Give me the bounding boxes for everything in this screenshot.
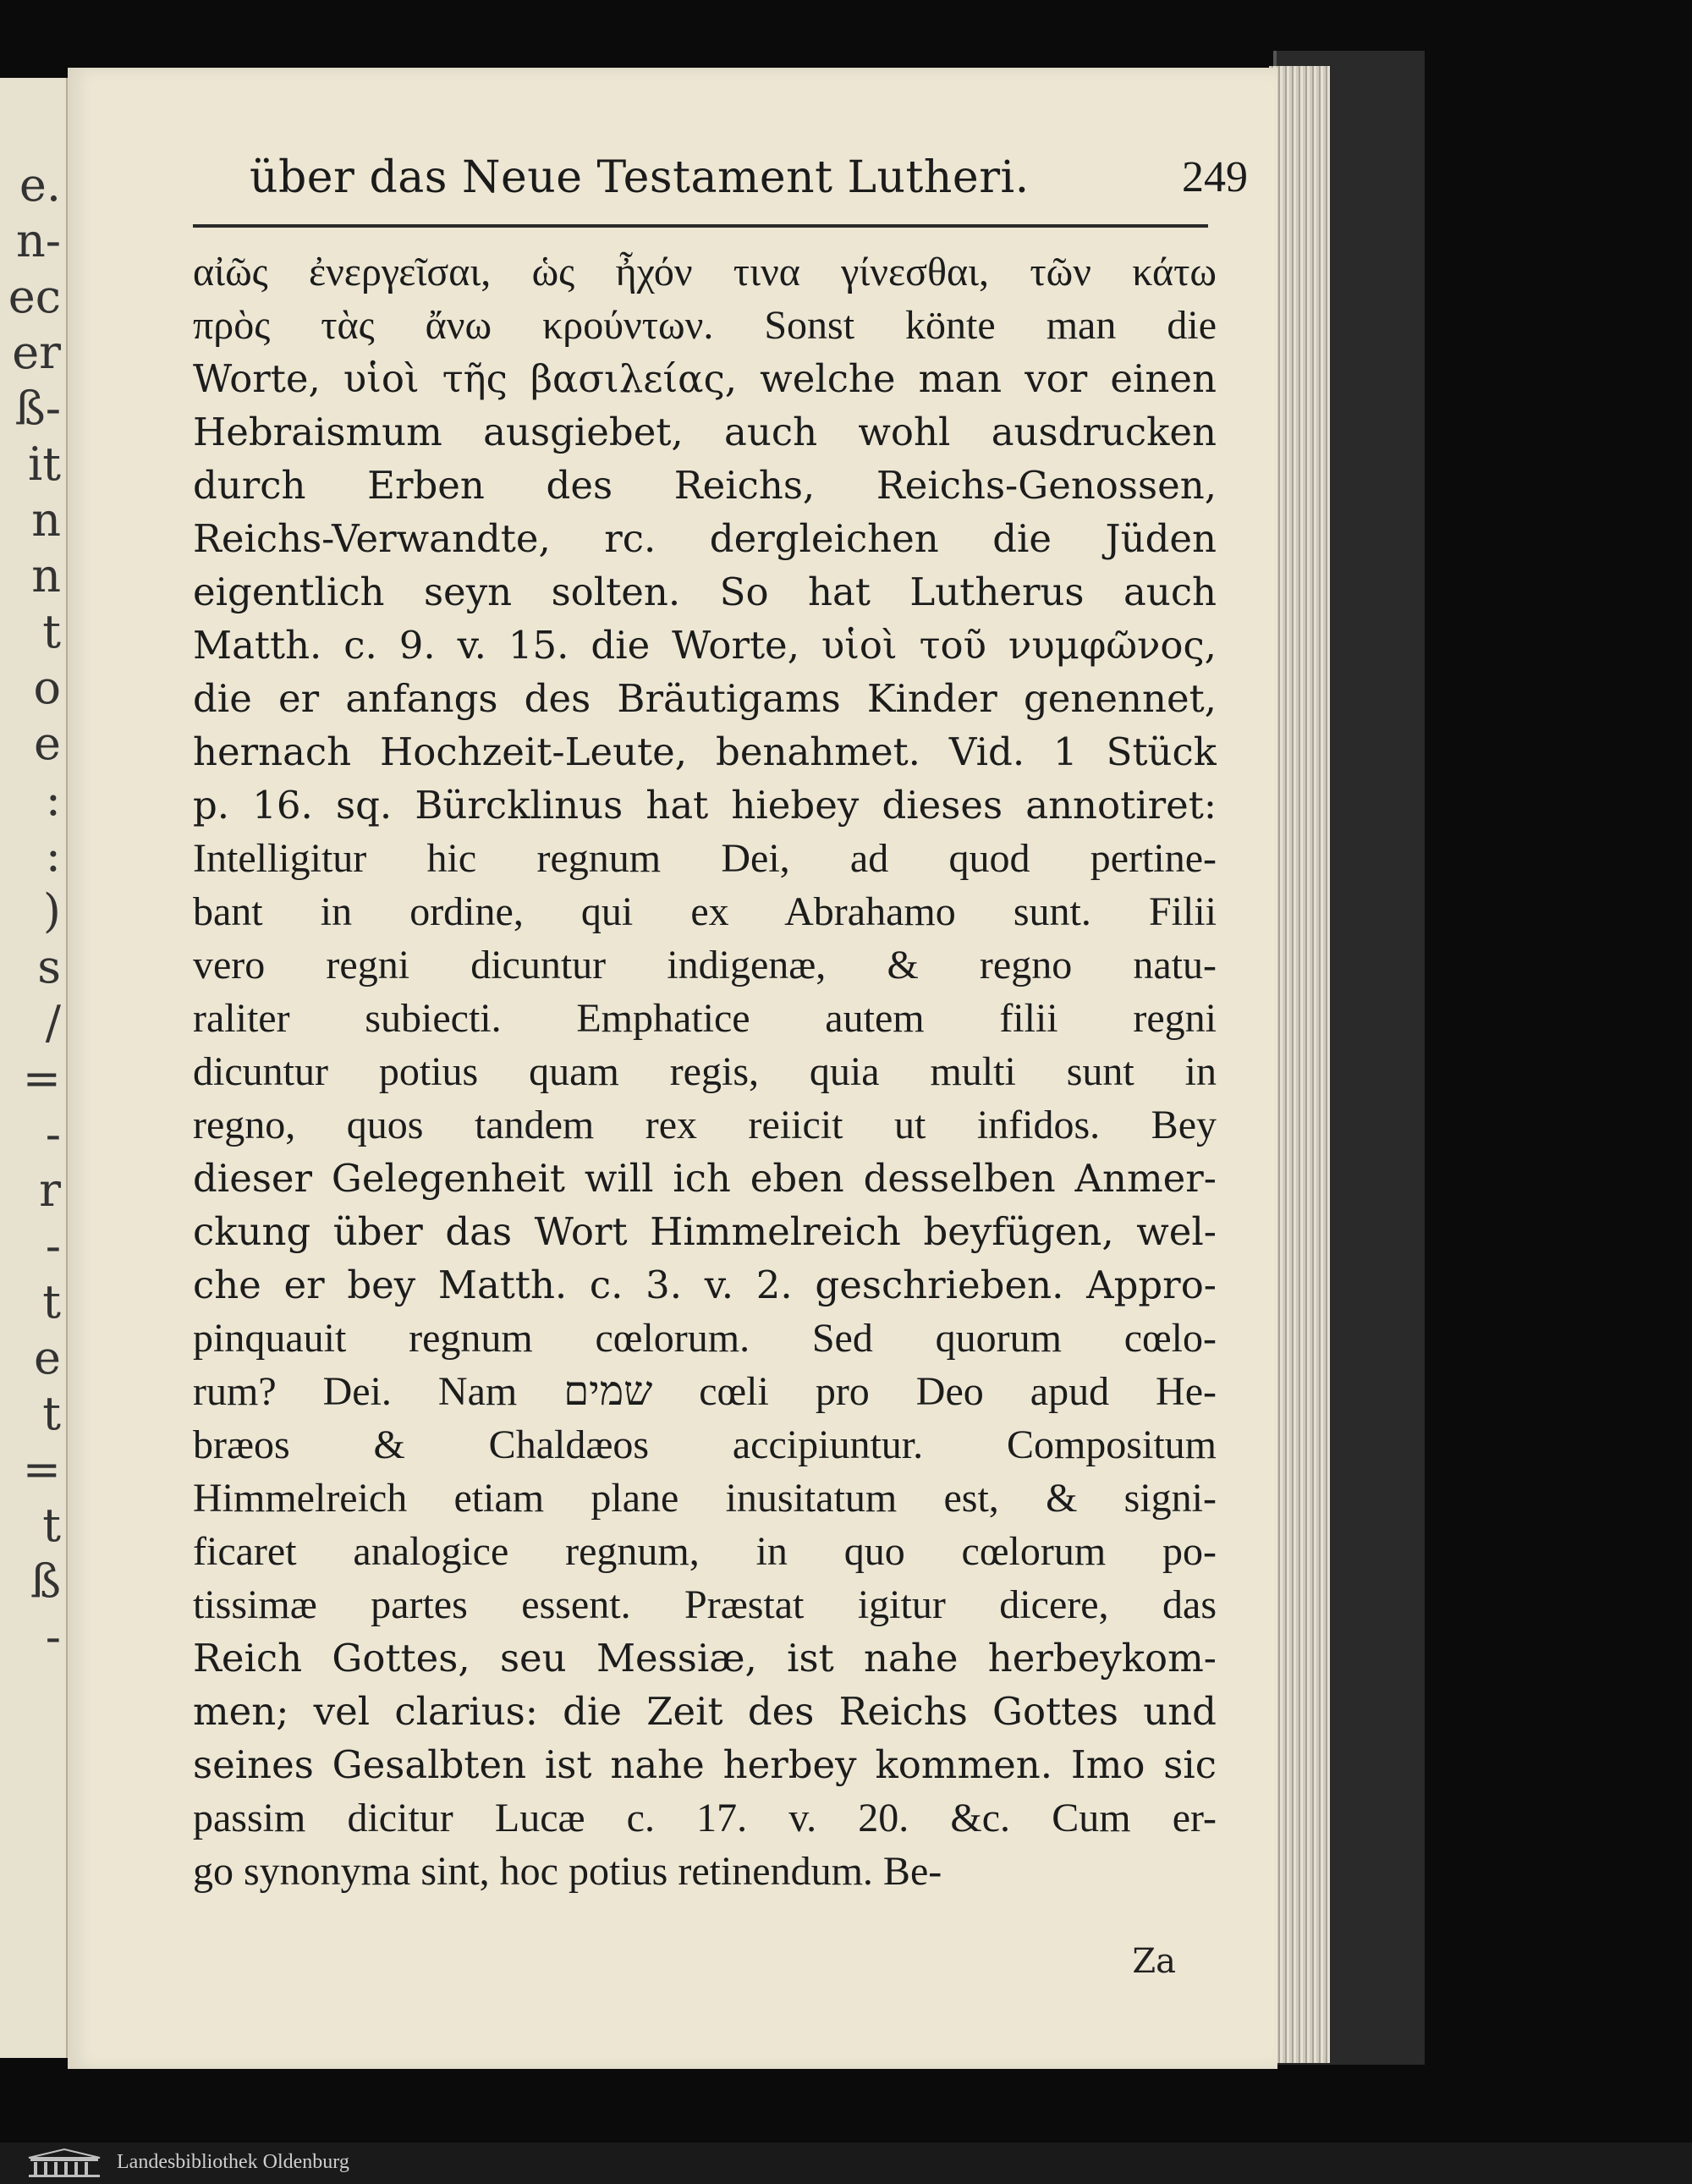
- facing-page-fragment: =: [22, 1443, 61, 1496]
- text-line: bræos & Chaldæos accipiuntur. Compositum: [193, 1422, 1217, 1467]
- text-line: eigentlich seyn solten. So hat Lutherus auch: [193, 569, 1217, 614]
- facing-page-fragment: e: [34, 1331, 61, 1384]
- facing-page-fragment: e: [34, 717, 61, 770]
- text-line: αἰῶς ἐνεργεῖσαι, ὡς ἦχόν τινα γίνεσθαι, τῶν κάτω: [193, 250, 1217, 294]
- text-line: ckung über das Wort Himmelreich beyfügen, wel-: [193, 1209, 1217, 1254]
- facing-page-fragment: t: [42, 605, 61, 658]
- text-line: raliter subiecti. Emphatice autem filii regni: [193, 996, 1217, 1041]
- facing-page-fragment: ß-: [14, 382, 61, 435]
- page-block-edges: [1269, 66, 1330, 2063]
- facing-page-fragment: -: [45, 1108, 61, 1161]
- text-line: durch Erben des Reichs, Reichs-Genossen,: [193, 463, 1217, 508]
- text-line: dieser Gelegenheit will ich eben desselben Anmer-: [193, 1156, 1217, 1201]
- running-title: über das Neue Testament Lutheri.: [250, 152, 1030, 203]
- catchword: Za: [1132, 1942, 1176, 1981]
- text-line: Matth. c. 9. v. 15. die Worte, υἱοὶ τοῦ νυμφῶνος,: [193, 623, 1217, 668]
- facing-page-fragment: er: [12, 326, 61, 379]
- text-line: tissimæ partes essent. Præstat igitur dicere, das: [193, 1582, 1217, 1627]
- facing-page-fragment: /: [45, 996, 61, 1049]
- text-line: Reich Gottes, seu Messiæ, ist nahe herbeykom-: [193, 1636, 1217, 1681]
- facing-page-fragment: =: [22, 1052, 61, 1105]
- header-rule: [193, 224, 1208, 228]
- facing-page-fragment: r: [39, 1164, 61, 1217]
- footer-bar: [0, 2143, 1692, 2184]
- text-line: men; vel clarius: die Zeit des Reichs Gottes und: [193, 1689, 1217, 1734]
- text-line: pinquauit regnum cœlorum. Sed quorum cœlo-: [193, 1316, 1217, 1361]
- facing-page-fragment: n: [31, 493, 61, 547]
- text-line: regno, quos tandem rex reiicit ut infidos. Bey: [193, 1103, 1217, 1147]
- facing-page-fragment: n-: [15, 214, 61, 267]
- text-line: Himmelreich etiam plane inusitatum est, & signi-: [193, 1476, 1217, 1521]
- text-line: hernach Hochzeit-Leute, benahmet. Vid. 1 Stück: [193, 729, 1217, 774]
- facing-page-fragment: t: [42, 1387, 61, 1440]
- page-header: [250, 152, 1248, 220]
- facing-page-fragment: o: [33, 661, 61, 714]
- facing-page-fragment: ß: [30, 1554, 61, 1608]
- library-building-icon: [25, 2148, 103, 2178]
- text-line: vero regni dicuntur indigenæ, & regno natu-: [193, 943, 1217, 987]
- text-line: Intelligitur hic regnum Dei, ad quod pertine-: [193, 836, 1217, 881]
- text-line: πρὸς τὰς ἄνω κρούντων. Sonst könte man die: [193, 303, 1217, 348]
- text-line: dicuntur potius quam regis, quia multi sunt in: [193, 1049, 1217, 1094]
- library-name: Landesbibliothek Oldenburg: [117, 2151, 349, 2173]
- facing-page-fragment: t: [42, 1275, 61, 1329]
- book-page: [68, 68, 1277, 2069]
- facing-page-fragment: t: [42, 1499, 61, 1552]
- facing-page-fragment: n: [31, 549, 61, 602]
- text-line: rum? Dei. Nam שמים cœli pro Deo apud He-: [193, 1369, 1217, 1414]
- text-line: die er anfangs des Bräutigams Kinder genennet,: [193, 676, 1217, 721]
- text-line: bant in ordine, qui ex Abrahamo sunt. Filii: [193, 889, 1217, 934]
- facing-page-edge: [0, 78, 69, 2058]
- text-line: p. 16. sq. Bürcklinus hat hiebey dieses annotiret:: [193, 783, 1217, 828]
- facing-page-fragment: -: [45, 1219, 61, 1273]
- text-line: Worte, υἱοὶ τῆς βασιλείας, welche man vor einen: [193, 356, 1217, 401]
- facing-page-fragment: ec: [8, 270, 61, 323]
- text-line: seines Gesalbten ist nahe herbey kommen. Imo sic: [193, 1742, 1217, 1787]
- text-line: che er bey Matth. c. 3. v. 2. geschrieben. Appro-: [193, 1263, 1217, 1307]
- facing-page-fragment: :: [45, 773, 61, 826]
- facing-page-fragment: -: [45, 1610, 61, 1664]
- text-line: Hebraismum ausgiebet, auch wohl ausdrucken: [193, 410, 1217, 454]
- facing-page-fragment: e.: [19, 158, 61, 212]
- facing-page-fragment: :: [45, 828, 61, 882]
- facing-page-fragment: s: [37, 940, 61, 993]
- text-line: ficaret analogice regnum, in quo cœlorum po-: [193, 1529, 1217, 1574]
- text-line: Reichs-Verwandte, rc. dergleichen die Jüden: [193, 516, 1217, 561]
- facing-page-fragment: ): [42, 884, 61, 938]
- facing-page-fragment: it: [28, 437, 61, 491]
- page-number: 249: [1182, 153, 1248, 201]
- body-text: [193, 245, 1217, 1898]
- text-line: go synonyma sint, hoc potius retinendum. Be-: [193, 1849, 942, 1894]
- text-line: passim dicitur Lucæ c. 17. v. 20. &c. Cum er-: [193, 1796, 1217, 1840]
